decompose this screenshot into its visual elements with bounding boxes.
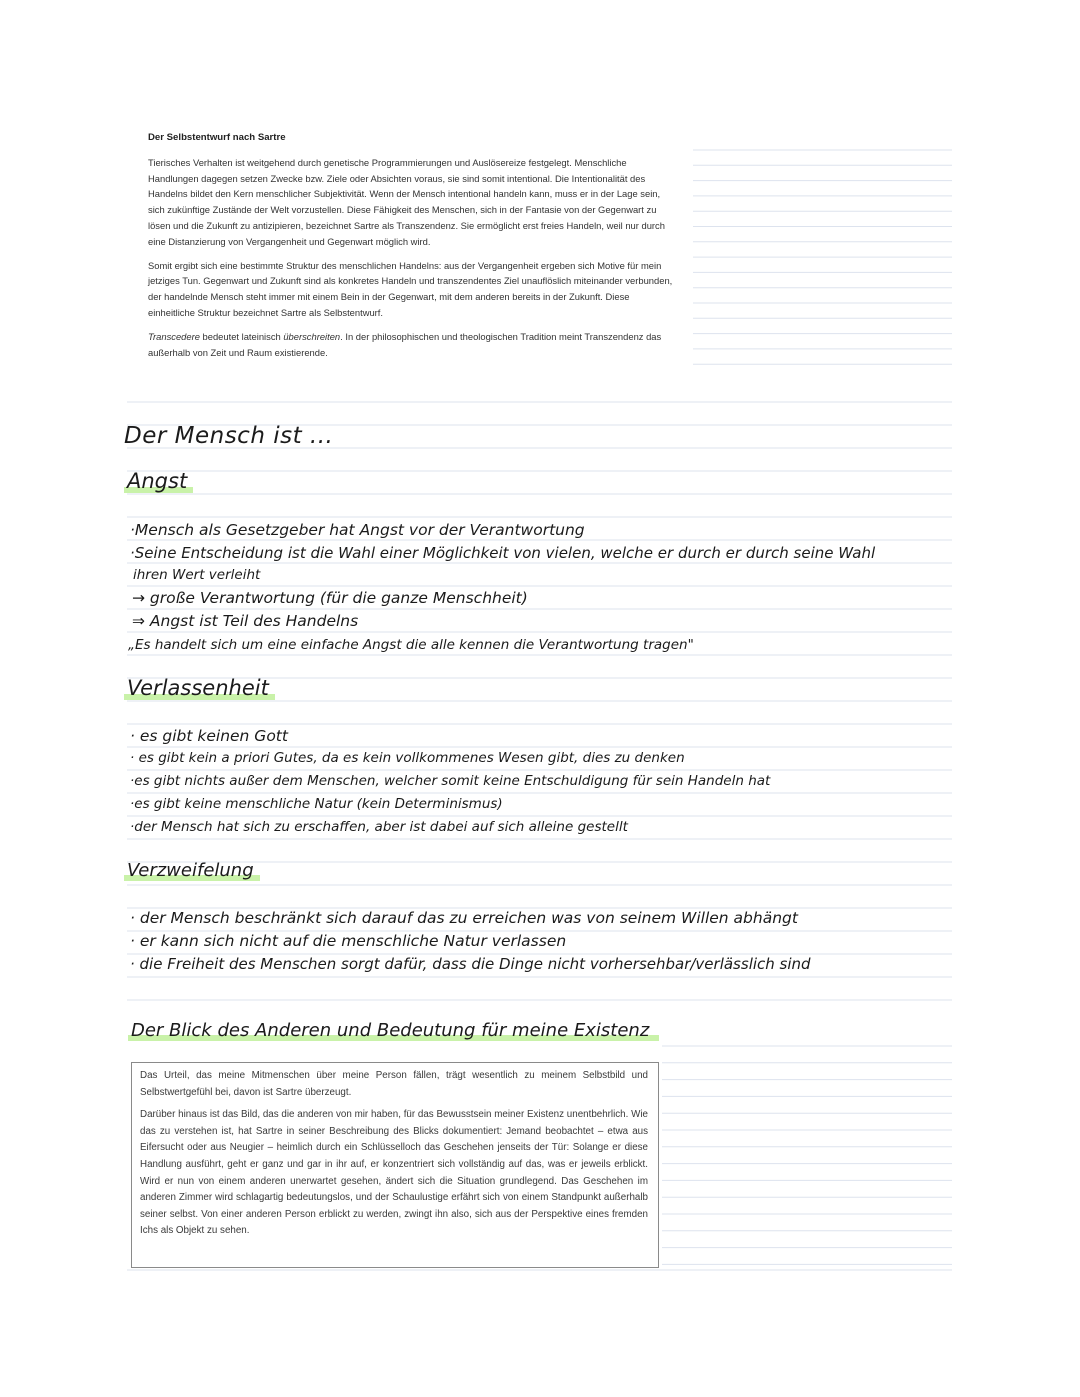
heading-angst: Angst — [124, 469, 193, 493]
verlassenheit-line-5: ·der Mensch hat sich zu erschaffen, aber ist dabei auf sich alleine gestellt — [130, 819, 628, 835]
verlassenheit-line-2: · es gibt kein a priori Gutes, da es kein vollkommenes Wesen gibt, dies zu denken — [130, 750, 685, 766]
verlassenheit-line-4: ·es gibt keine menschliche Natur (kein Determinismus) — [130, 796, 503, 812]
verlassenheit-line-3: ·es gibt nichts außer dem Menschen, welcher somit keine Entschuldigung für sein Handeln hat — [130, 773, 771, 789]
printed-title: Der Selbstentwurf nach Sartre — [148, 132, 286, 143]
heading-verlassenheit: Verlassenheit — [124, 676, 275, 700]
printed-paragraph-3: Transcedere bedeutet lateinisch überschreiten. In der philosophischen und theologischen Tradition meint Transzendenz das außerhalb von Zeit und Raum existierende. — [148, 330, 662, 358]
angst-line-5: ⇒ Angst ist Teil des Handelns — [132, 612, 359, 630]
heading-verzweifelung: Verzweifelung — [124, 860, 260, 881]
notes-title: Der Mensch ist ... — [124, 423, 334, 449]
box-paragraph-2: Darüber hinaus ist das Bild, das die anderen von mir haben, für das Bewusstsein meiner Existenz unentbehrlich. Wie das zu verstehen ist, hat Sartre in seiner Beschreibung des Blicks dokumentiert: Jemand beobachtet – etwa aus Eifersucht oder aus Neugier – heimlich durch ein Schlüsselloch das Geschehen jenseits der Tür: Solange er diese Handlung ausführt, geht er ganz und gar in ihr auf, er konzentriert sich vollständig auf das, was er jeweils erblickt. Wird er nun von einem anderen unerwartet gesehen, ändert sich die Situation grundlegend. Das Geschehen im anderen Zimmer wird schlagartig bedeutungslos, und der Schaulustige erfährt sich von einem Standpunkt außerhalb seiner selbst. Von einer anderen Person erblickt zu werden, zwingt ihn also, sich aus der Perspektive eines fremden Ichs als Objekt zu sehen. — [140, 1109, 648, 1237]
angst-line-4: → große Verantwortung (für die ganze Menschheit) — [132, 589, 528, 607]
verlassenheit-line-1: · es gibt keinen Gott — [130, 727, 288, 745]
verzweifelung-line-2: · er kann sich nicht auf die menschliche Natur verlassen — [130, 932, 567, 950]
box-paragraph-1: Das Urteil, das meine Mitmenschen über meine Person fällen, trägt wesentlich zu meinem Selbstbild und Selbstwertgefühl bei, davon ist Sartre überzeugt. — [140, 1070, 648, 1098]
term-transcedere: Transcedere — [148, 330, 200, 342]
printed-box — [131, 1062, 659, 1268]
printed-paragraph-1: Tierisches Verhalten ist weitgehend durch genetische Programmierungen und Auslösereize festgelegt. Menschliche Handlungen dagegen setzen Zwecke bzw. Ziele oder Absichten voraus, sie sind somit intentional. Die Intentionalität des Handelns bildet den Kern menschlicher Subjektivität. Wenn der Mensch intentional handeln kann, muss er in der Lage sein, sich zukünftige Zustände der Welt vorzustellen. Diese Fähigkeit des Menschen, sich in der Fantasie von der Gegenwart zu lösen und die Zukunft zu antizipieren, bezeichnet Sartre als Transzendenz. Sie ermöglicht erst freies Handeln, weil nur durch eine Distanzierung von Vergangenheit und Gegenwart möglich wird. — [148, 156, 665, 247]
angst-line-3: ihren Wert verleiht — [133, 567, 261, 583]
angst-line-1: ·Mensch als Gesetzgeber hat Angst vor der Verantwortung — [130, 521, 585, 539]
verzweifelung-line-3: · die Freiheit des Menschen sorgt dafür, dass die Dinge nicht vorhersehbar/verlässlich sind — [130, 955, 811, 973]
printed-text-block — [148, 130, 678, 368]
heading-blick-des-anderen: Der Blick des Anderen und Bedeutung für meine Existenz — [128, 1020, 659, 1041]
angst-line-2: ·Seine Entscheidung ist die Wahl einer Möglichkeit von vielen, welche er durch er durch seine Wahl — [130, 544, 876, 562]
printed-paragraph-2: Somit ergibt sich eine bestimmte Struktur des menschlichen Handelns: aus der Vergangenheit ergeben sich Motive für mein jetziges Tun. Gegenwart und Zukunft sind als konkretes Handeln und transzendentes Ziel unauflöslich miteinander verbunden, der handelnde Mensch steht immer mit einem Bein in der Gegenwart, mit dem anderen bereits in der Zukunft. Diese einheitliche Struktur bezeichnet Sartre als Selbstentwurf. — [148, 259, 673, 318]
word-ueberschreiten: überschreiten — [283, 330, 341, 342]
angst-quote: „Es handelt sich um eine einfache Angst die alle kennen die Verantwortung tragen" — [128, 637, 694, 653]
verzweifelung-line-1: · der Mensch beschränkt sich darauf das zu erreichen was von seinem Willen abhängt — [130, 909, 798, 927]
